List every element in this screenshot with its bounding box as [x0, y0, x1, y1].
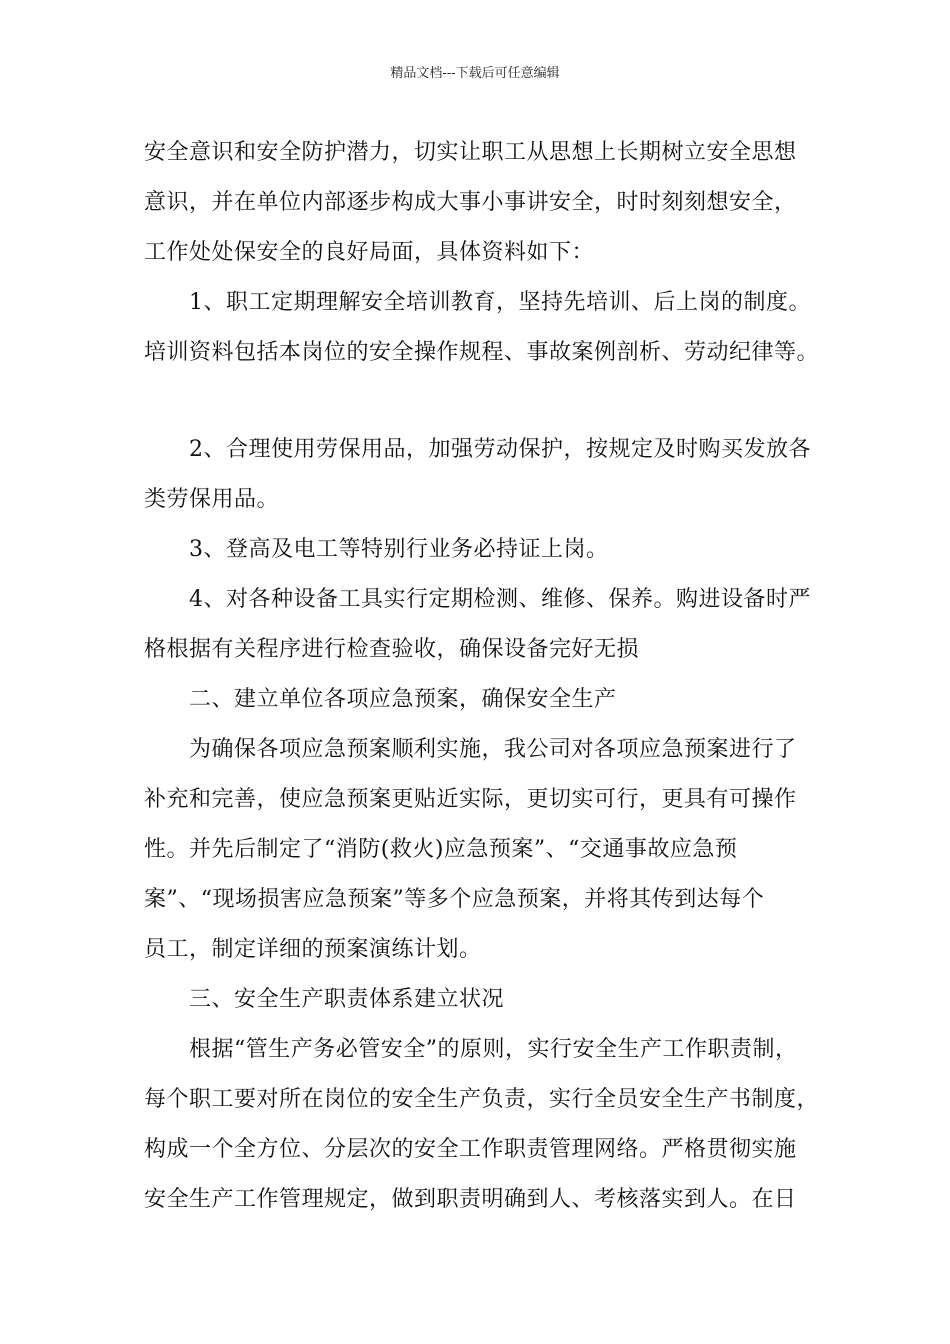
body-line: 根据“管生产务必管安全”的原则，实行安全生产工作职责制，: [189, 1037, 798, 1062]
body-line: 员工，制定详细的预案演练计划。: [144, 937, 482, 962]
body-line: 工作处处保安全的良好局面，具体资料如下：: [144, 240, 595, 265]
body-line: 意识，并在单位内部逐步构成大事小事讲安全，时时刻刻想安全，: [144, 190, 797, 215]
body-line: 4、对各种设备工具实行定期检测、维修、保养。购进设备时严: [189, 587, 811, 612]
body-line: 格根据有关程序进行检查验收，确保设备完好无损: [144, 637, 640, 662]
page-header: 精品文档---下载后可任意编辑: [390, 66, 560, 81]
body-line: 构成一个全方位、分层次的安全工作职责管理网络。严格贯彻实施: [144, 1137, 797, 1162]
section-heading: 二、建立单位各项应急预案，确保安全生产: [189, 687, 617, 712]
section-heading: 三、安全生产职责体系建立状况: [189, 987, 505, 1012]
body-line: 性。并先后制定了“消防(救火)应急预案”、“交通事故应急预: [144, 837, 738, 862]
body-line: 3、登高及电工等特别行业务必持证上岗。: [189, 537, 609, 562]
body-line: 安全生产工作管理规定，做到职责明确到人、考核落实到人。在日: [144, 1187, 797, 1212]
body-line: 安全意识和安全防护潜力，切实让职工从思想上长期树立安全思想: [144, 140, 797, 165]
body-line: 2、合理使用劳保用品，加强劳动保护，按规定及时购买发放各: [189, 437, 811, 462]
body-line: 培训资料包括本岗位的安全操作规程、事故案例剖析、劳动纪律等。: [144, 340, 820, 365]
body-line: 为确保各项应急预案顺利实施，我公司对各项应急预案进行了: [189, 737, 797, 762]
body-line: 1、职工定期理解安全培训教育，坚持先培训、后上岗的制度。: [189, 290, 811, 315]
body-line: 每个职工要对所在岗位的安全生产负责，实行全员安全生产书制度，: [144, 1087, 820, 1112]
body-line: 类劳保用品。: [144, 487, 280, 512]
body-line: 案”、“现场损害应急预案”等多个应急预案，并将其传到达每个: [144, 887, 765, 912]
body-line: 补充和完善，使应急预案更贴近实际，更切实可行，更具有可操作: [144, 787, 797, 812]
